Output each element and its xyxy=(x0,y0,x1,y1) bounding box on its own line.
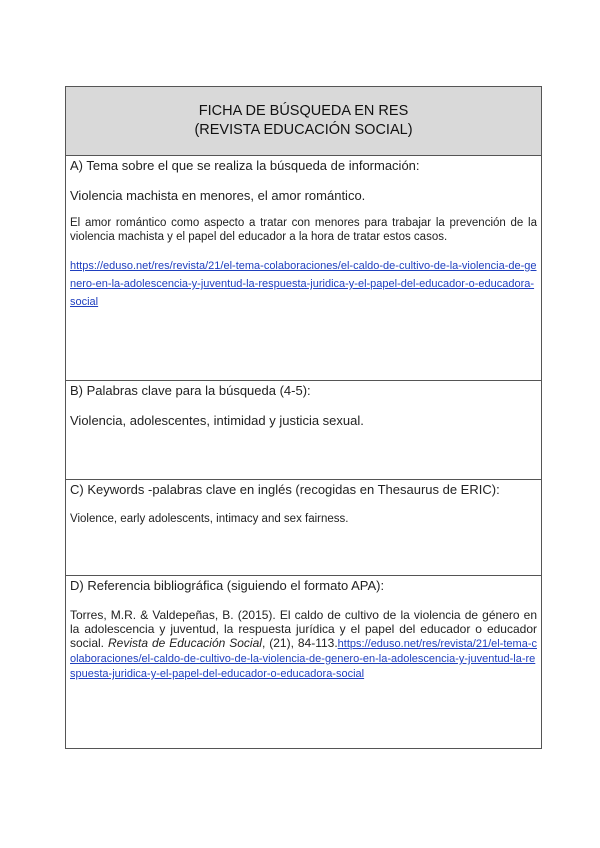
keywords-answer: Violencia, adolescentes, intimidad y justicia sexual. xyxy=(70,413,364,428)
form-header xyxy=(66,87,541,156)
keywords-question: B) Palabras clave para la búsqueda (4-5): xyxy=(70,383,311,398)
topic-description: El amor romántico como aspecto a tratar con menores para trabajar la prevención de la violencia machista y el papel del educador a la hora de tratar estos casos. xyxy=(70,217,537,243)
english-keywords-question: C) Keywords -palabras clave en inglés (recogidas en Thesaurus de ERIC): xyxy=(70,482,500,497)
reference-tail: , (21), 84-113. xyxy=(261,636,338,650)
reference-link[interactable]: https://eduso.net/res/revista/21/el-tema-colaboraciones/el-caldo-de-cultivo-de-la-violencia-de-genero-en-la-adolescencia-y-juventud-la-respuesta-juridica-y-el-papel-del-educador-o-educadora-social xyxy=(70,638,537,680)
topic-question: A) Tema sobre el que se realiza la búsqueda de información: xyxy=(70,158,420,173)
section-keywords xyxy=(66,381,541,480)
section-english-keywords xyxy=(66,480,541,576)
section-reference xyxy=(66,576,541,748)
form-subtitle: (REVISTA EDUCACIÓN SOCIAL) xyxy=(194,122,413,138)
reference-text: Torres, M.R. & Valdepeñas, B. (2015). El caldo de cultivo de la violencia de género en la adolescencia y juventud, la respuesta jurídica y el papel del educador o educador social. xyxy=(70,608,537,650)
form-title: FICHA DE BÚSQUEDA EN RES xyxy=(198,103,409,119)
section-topic xyxy=(66,156,541,381)
topic-article-link[interactable]: https://eduso.net/res/revista/21/el-tema-colaboraciones/el-caldo-de-cultivo-de-la-violencia-de-genero-en-la-adolescencia-y-juventud-la-respuesta-juridica-y-el-papel-del-educador-o-educadora-social xyxy=(70,260,537,308)
english-keywords-answer: Violence, early adolescents, intimacy and sex fairness. xyxy=(70,513,349,525)
reference-citation xyxy=(70,608,537,681)
reference-question: D) Referencia bibliográfica (siguiendo el formato APA): xyxy=(70,578,385,593)
search-record-form xyxy=(65,86,542,749)
reference-journal: Revista de Educación Social xyxy=(107,636,262,650)
topic-answer: Violencia machista en menores, el amor romántico. xyxy=(70,188,366,203)
